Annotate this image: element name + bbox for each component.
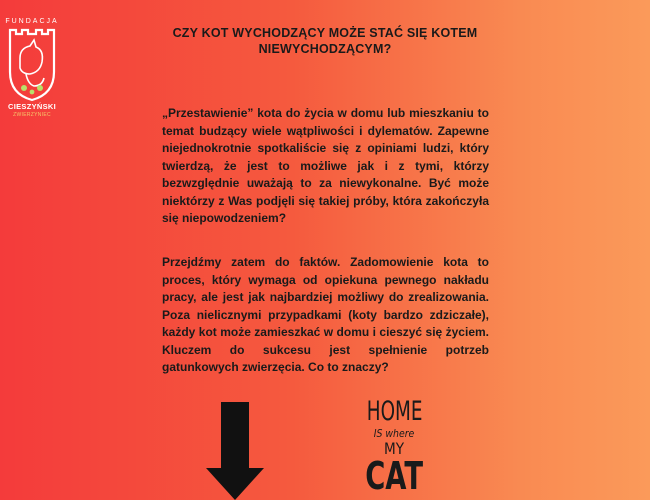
paragraph-2: Przejdźmy zatem do faktów. Zadomowienie kota to proces, który wymaga od opiekuna pewnego nakładu pracy, ale jest jak najbardziej możliwy do zrealizowania. Poza nielicznymi przypadkami (koty bardzo zdziczałe), każdy kot może zamieszkać w domu i cieszyć się życiem. Kluczem do sukcesu jest spełnienie potrzeb gatunkowych zwierzęcia. Co to znaczy? — [162, 255, 489, 374]
foundation-logo — [4, 18, 60, 122]
castle-cat-emblem-icon — [4, 28, 60, 102]
home-cat-line1: HOME — [366, 396, 423, 427]
paragraph-1: „Przestawienie” kota do życia w domu lub mieszkaniu to temat budzący wiele wątpliwości i dylematów. Zapewne niejednokrotnie spotkaliście się z opiniami ludzi, który twierdzą, że jest to możliwe jak i z tymi, którzy bezwzględnie uważają to za niewykonalne. Być może niektórzy z Was podjęli się takiej próby, która zakończyła się niepowodzeniem? — [162, 106, 489, 225]
down-arrow-icon — [206, 402, 264, 500]
home-cat-line4: CAT — [365, 454, 424, 498]
home-cat-line3: MY — [383, 439, 405, 458]
home-cat-line2: IS where — [373, 427, 415, 440]
logo-subtitle: ZWIERZYNIEC — [13, 112, 51, 118]
logo-top-text: FUNDACJA — [5, 18, 59, 25]
logo-name: CIESZYŃSKI — [7, 102, 56, 111]
page-title: CZY KOT WYCHODZĄCY MOŻE STAĆ SIĘ KOTEM NIEWYCHODZĄCYM? — [172, 26, 478, 56]
home-is-where-my-cat-graphic — [354, 396, 434, 500]
